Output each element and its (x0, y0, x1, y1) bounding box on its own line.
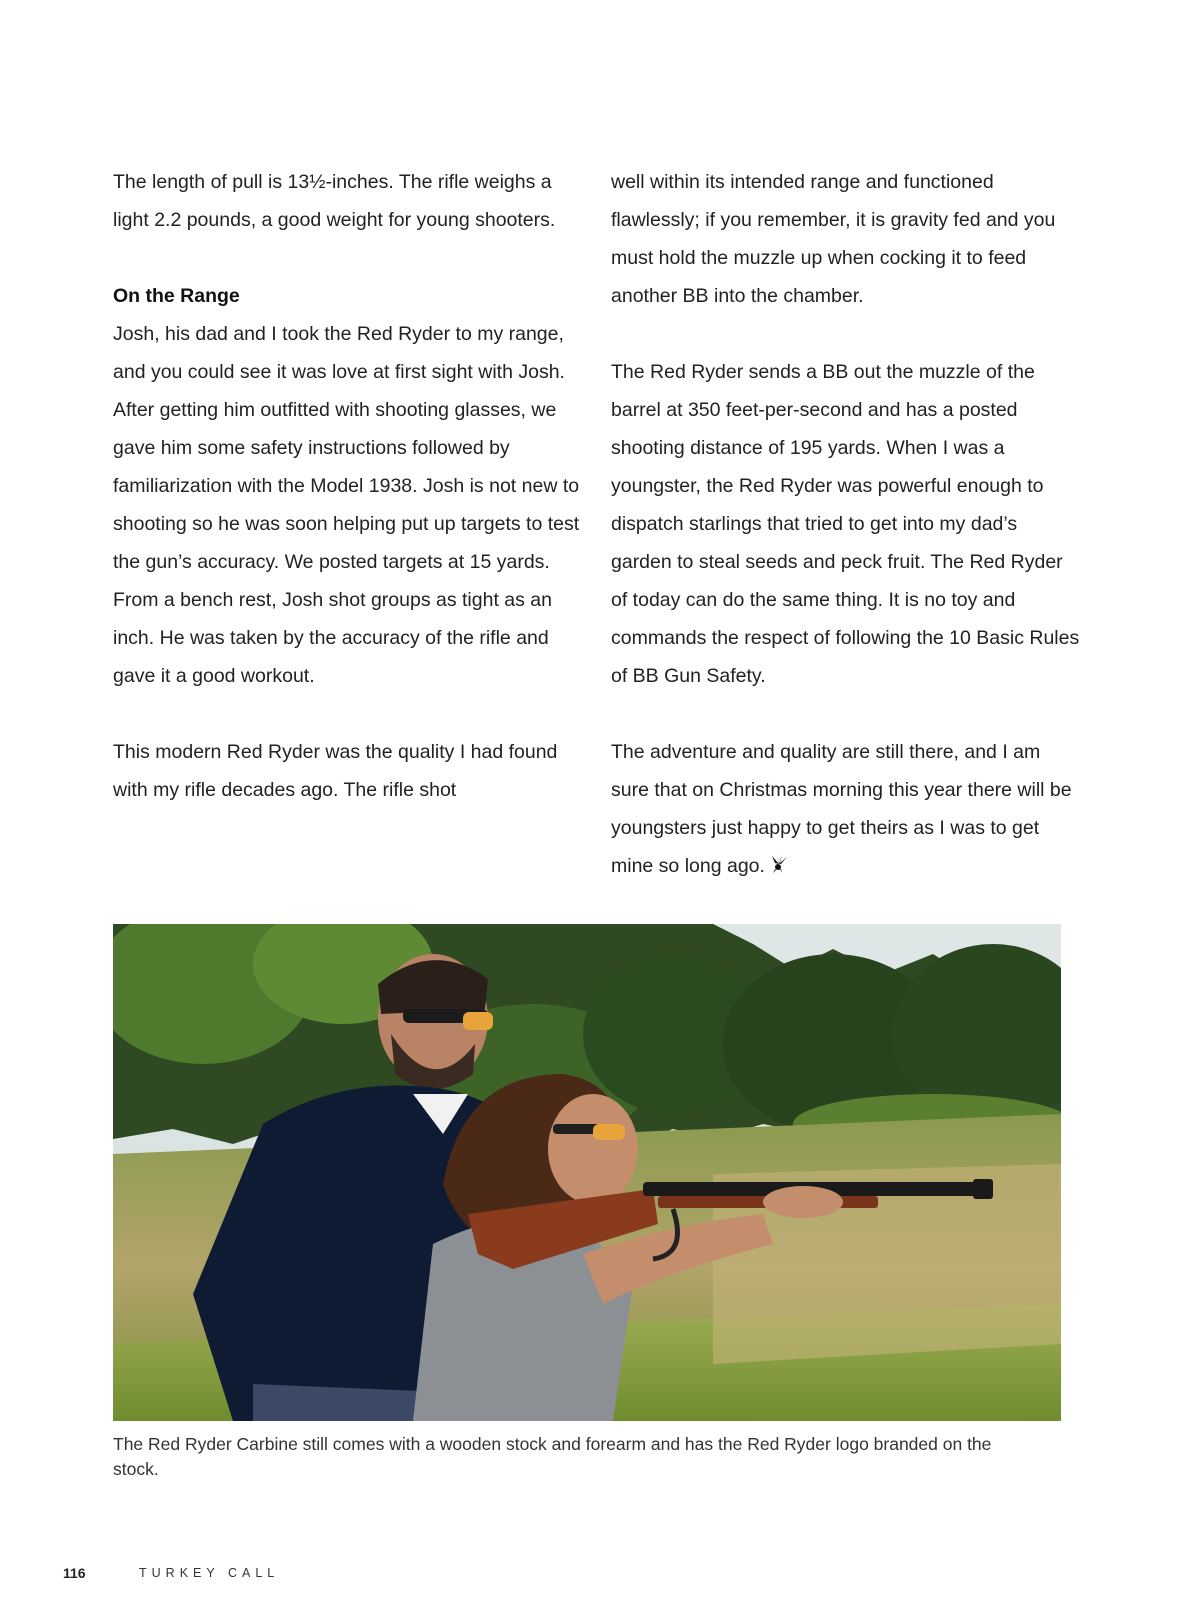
paragraph-functioned-flawlessly: well within its intended range and functioned flawlessly; if you remember, it is gravity fed and you must hold the muzzle up when cocking it to feed another BB into the chamber. (611, 171, 1056, 307)
article-body (113, 163, 1080, 883)
left-column (113, 163, 583, 809)
page-number: 116 (63, 1565, 86, 1581)
section-heading-on-the-range: On the Range (113, 285, 240, 307)
photo-man-and-girl-shooting-rifle (113, 924, 1061, 1421)
right-column (611, 163, 1081, 885)
turkey-end-mark-icon (769, 854, 789, 874)
paragraph-muzzle-velocity: The Red Ryder sends a BB out the muzzle of the barrel at 350 feet-per-second and has a posted shooting distance of 195 yards. When I was a youngster, the Red Ryder was powerful enough to dispatch starlings that tried to get into my dad’s garden to steal seeds and peck fruit. The Red Ryder of today can do the same thing. It is no toy and commands the respect of following the 10 Basic Rules of BB Gun Safety. (611, 361, 1080, 687)
paragraph-modern-quality: This modern Red Ryder was the quality I had found with my rifle decades ago. The rifle shot (113, 741, 558, 801)
paragraph-length-of-pull: The length of pull is 13½-inches. The rifle weighs a light 2.2 pounds, a good weight for young shooters. (113, 171, 556, 231)
photo-caption: The Red Ryder Carbine still comes with a wooden stock and forearm and has the Red Ryder logo branded on the stock. (113, 1434, 992, 1479)
paragraph-range-visit: Josh, his dad and I took the Red Ryder to my range, and you could see it was love at first sight with Josh. After getting him outfitted with shooting glasses, we gave him some safety instructions followed by familiarization with the Model 1938. Josh is not new to shooting so he was soon helping put up targets to test the gun’s accuracy. We posted targets at 15 yards. From a bench rest, Josh shot groups as tight as an inch. He was taken by the accuracy of the rifle and gave it a good workout. (113, 323, 580, 687)
magazine-title: TURKEY CALL (139, 1566, 280, 1580)
closing-text: The adventure and quality are still there, and I am sure that on Christmas morning this year there will be youngsters just happy to get theirs as I was to get mine so long ago. (611, 741, 1072, 877)
paragraph-christmas-morning (611, 733, 1081, 885)
article-photo (113, 924, 1061, 1421)
